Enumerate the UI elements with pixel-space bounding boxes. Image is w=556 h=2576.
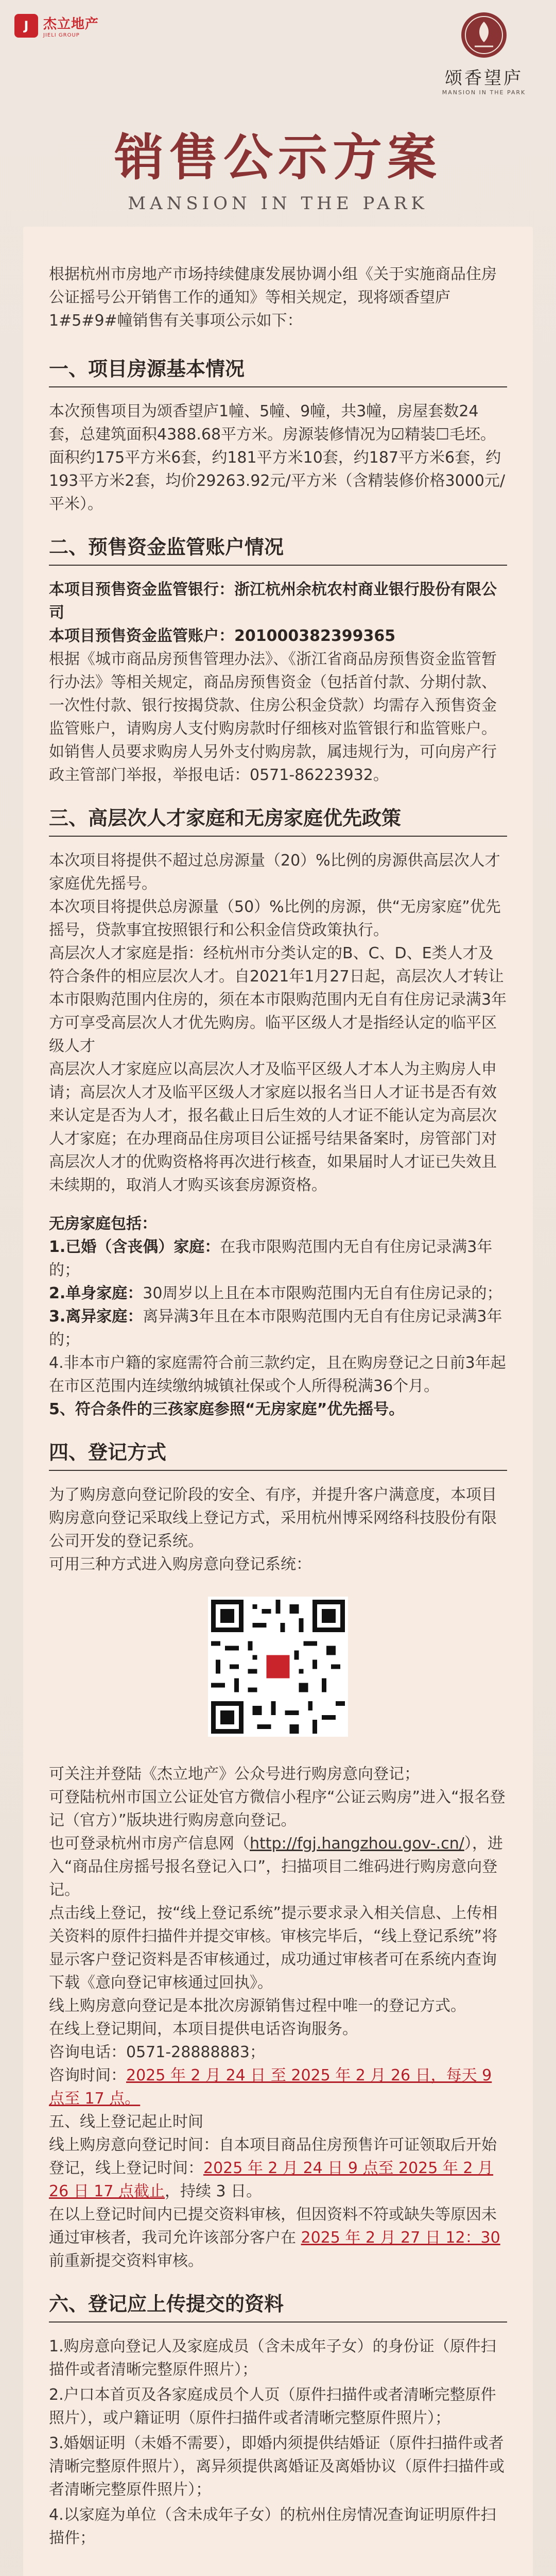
- section-4-p7: 线上购房意向登记是本批次房源销售过程中唯一的登记方式。: [49, 1997, 466, 2015]
- section-4-p1: 为了购房意向登记阶段的安全、有序，并提升客户满意度，本项目购房意向登记采取线上登记方式，采用杭州博采网络科技股份有限公司开发的登记系统。: [49, 1486, 497, 1550]
- section-3-title: 三、高层次人才家庭和无房家庭优先政策: [49, 807, 402, 829]
- section-1-text: 本次预售项目为颂香望庐1幢、5幢、9幢，共3幢，房屋套数24套，总建筑面积4388.68平方米。房源装修情况为☑精装☐毛坯。面积约175平方米6套，约181平方米10套，约187平方米6套，约193平方米2套，均价29263.92元/平方米（含精装修价格3000元/平米）。: [49, 402, 506, 513]
- qr-code-icon[interactable]: [208, 1597, 348, 1737]
- header: [0, 0, 556, 216]
- nohouse-title: 无房家庭包括：: [49, 1215, 157, 1233]
- section-3-para: 高层次人才家庭应以高层次人才及临平区级人才本人为主购房人申请；高层次人才及临平区级人才家庭以报名当日人才证书是否有效来认定是否为人才，报名截止日后生效的人才证不能认定为高层次人才家庭；在办理商品住房项目公证摇号结果备案时，房管部门对高层次人才的优购资格将再次进行核查，如果届时人才证已失效且未续期的，取消人才购买该套房源资格。: [49, 1060, 497, 1194]
- qr-code-wrap: [49, 1597, 507, 1737]
- consult-time: 咨询时间：2025 年 2 月 24 日 至 2025 年 2 月 26 日，每天 9 点至 17 点。: [49, 2066, 492, 2108]
- section-4-p8: 在线上登记期间，本项目提供电话咨询服务。: [49, 2020, 358, 2038]
- supervision-account: 本项目预售资金监管账户：201000382399365: [49, 627, 396, 645]
- nohouse-item-4: 4.非本市户籍的家庭需符合前三款约定，且在购房登记之日前3年起在市区范围内连续缴纳城镇社保或个人所得税满36个月。: [49, 1354, 506, 1395]
- section-3-para: 高层次人才家庭是指：经杭州市分类认定的B、C、D、E类人才及符合条件的相应层次人才。自2021年1月27日起，高层次人才转让本市限购范围内住房的，须在本市限购范围内无自有住房记录满3年方可享受高层次人才优先购房。临平区级人才是指经认定的临平区级人才: [49, 944, 507, 1055]
- section-1-title: 一、项目房源基本情况: [49, 358, 245, 380]
- developer-logo-text: 杰立地产: [43, 16, 99, 32]
- section-5-title: 五、线上登记起止时间: [49, 2113, 203, 2131]
- resubmit-time: 在以上登记时间内已提交资料审核，但因资料不符或缺失等原因未通过审核者，我司允许该部分客户在 2025 年 2 月 27 日 12：30 前重新提交资料审核。: [49, 2206, 500, 2270]
- materials-item: 1.购房意向登记人及家庭成员（含未成年子女）的身份证（原件扫描件或者清晰完整原件照片）；: [49, 2337, 496, 2379]
- developer-logo-mark: J: [14, 14, 38, 38]
- section-3-para: 本次项目将提供总房源量（50）%比例的房源，供“无房家庭”优先摇号，贷款事宜按照银行和公积金信贷政策执行。: [49, 898, 501, 939]
- page-title: 销售公示方案: [114, 128, 442, 187]
- section-divider: [49, 386, 507, 387]
- materials-item: 3.婚姻证明（未婚不需要），即婚内须提供结婚证（原件扫描件或者清晰完整原件照片），离异须提供离婚证及离婚协议（原件扫描件或者清晰完整原件照片）；: [49, 2434, 505, 2499]
- content-card: [23, 227, 533, 2576]
- section-3-para: 本次项目将提供不超过总房源量（20）%比例的房源供高层次人才家庭优先摇号。: [49, 852, 500, 893]
- house-info-link[interactable]: http://fgj.hangzhou.gov-.cn/: [250, 1835, 464, 1853]
- materials-item: 4.以家庭为单位（含未成年子女）的杭州住房情况查询证明原件扫描件；: [49, 2506, 496, 2547]
- section-6-title: 六、登记应上传提交的资料: [49, 2293, 284, 2315]
- section-divider: [49, 2321, 507, 2323]
- section-2-text: 根据《城市商品房预售管理办法》、《浙江省商品房预售资金监管暂行办法》等相关规定，商品房预售资金（包括首付款、分期付款、一次性付款、银行按揭贷款、住房公积金贷款）均需存入预售资金监管账户，请购房人支付购房款时仔细核对监管银行和监管账户。如销售人员要求购房人另外支付购房款，属违规行为，可向房产行政主管部门举报，举报电话：0571-86223932。: [49, 650, 497, 784]
- section-4-p2: 可用三种方式进入购房意向登记系统：: [49, 1555, 311, 1573]
- section-4-title: 四、登记方式: [49, 1441, 167, 1464]
- project-emblem-icon: [459, 10, 509, 60]
- section-divider: [49, 836, 507, 837]
- materials-list: [49, 2335, 507, 2550]
- title-block: [0, 118, 556, 214]
- section-divider: [49, 565, 507, 566]
- nohouse-item-1: 1.已婚（含丧偶）家庭：在我市限购范围内无自有住房记录满3年的；: [49, 1238, 493, 1279]
- intro-text: 根据杭州市房地产市场持续健康发展协调小组《关于实施商品住房公证摇号公开销售工作的通知》等相关规定，现将颂香望庐1#5#9#幢销售有关事项公示如下：: [49, 265, 497, 330]
- nohouse-item-5: 5、符合条件的三孩家庭参照“无房家庭”优先摇号。: [49, 1400, 405, 1418]
- page-subtitle: MANSION IN THE PARK: [128, 193, 428, 214]
- section-4-p3: 可关注并登陆《杰立地产》公众号进行购房意向登记；: [49, 1765, 420, 1783]
- project-name-en: MANSION IN THE PARK: [442, 89, 526, 96]
- consult-phone: 咨询电话：0571-28888883；: [49, 2043, 265, 2061]
- section-4-p6: 点击线上登记，按“线上登记系统”提示要求录入相关信息、上传相关资料的原件扫描件并提交审核。审核完毕后，“线上登记系统”将显示客户登记资料是否审核通过，成功通过审核者可在系统内查询下载《意向登记审核通过回执》。: [49, 1904, 498, 1992]
- developer-logo-sub: JIELI GROUP: [43, 32, 80, 38]
- register-time: 线上购房意向登记时间：自本项目商品住房预售许可证领取后开始登记，线上登记时间：2025 年 2 月 24 日 9 点至 2025 年 2 月 26 日 17 点截止，持续 3 日。: [49, 2136, 497, 2200]
- nohouse-item-3: 3.离异家庭：离异满3年且在本市限购范围内无自有住房记录满3年的；: [49, 1308, 502, 1349]
- developer-logo: [14, 13, 99, 38]
- section-2-title: 二、预售资金监管账户情况: [49, 536, 284, 558]
- materials-item: 2.户口本首页及各家庭成员个人页（原件扫描件或者清晰完整原件照片），或户籍证明（原件扫描件或者清晰完整原件照片）；: [49, 2386, 496, 2427]
- section-divider: [49, 1470, 507, 1471]
- nohouse-item-2: 2.单身家庭：30周岁以上且在本市限购范围内无自有住房记录的；: [49, 1284, 502, 1302]
- project-name: 颂香望庐: [445, 68, 523, 89]
- section-4-p5: 也可登录杭州市房产信息网（http://fgj.hangzhou.gov-.cn/），进入“商品住房摇号报名登记入口”，扫描项目二维码进行购房意向登记。: [49, 1835, 503, 1899]
- section-4-p4: 可登陆杭州市国立公证处官方微信小程序“公证云购房”进入“报名登记（官方）”版块进行购房意向登记。: [49, 1788, 506, 1829]
- project-logo: [432, 10, 535, 96]
- supervision-bank: 本项目预售资金监管银行：浙江杭州余杭农村商业银行股份有限公司: [49, 581, 497, 622]
